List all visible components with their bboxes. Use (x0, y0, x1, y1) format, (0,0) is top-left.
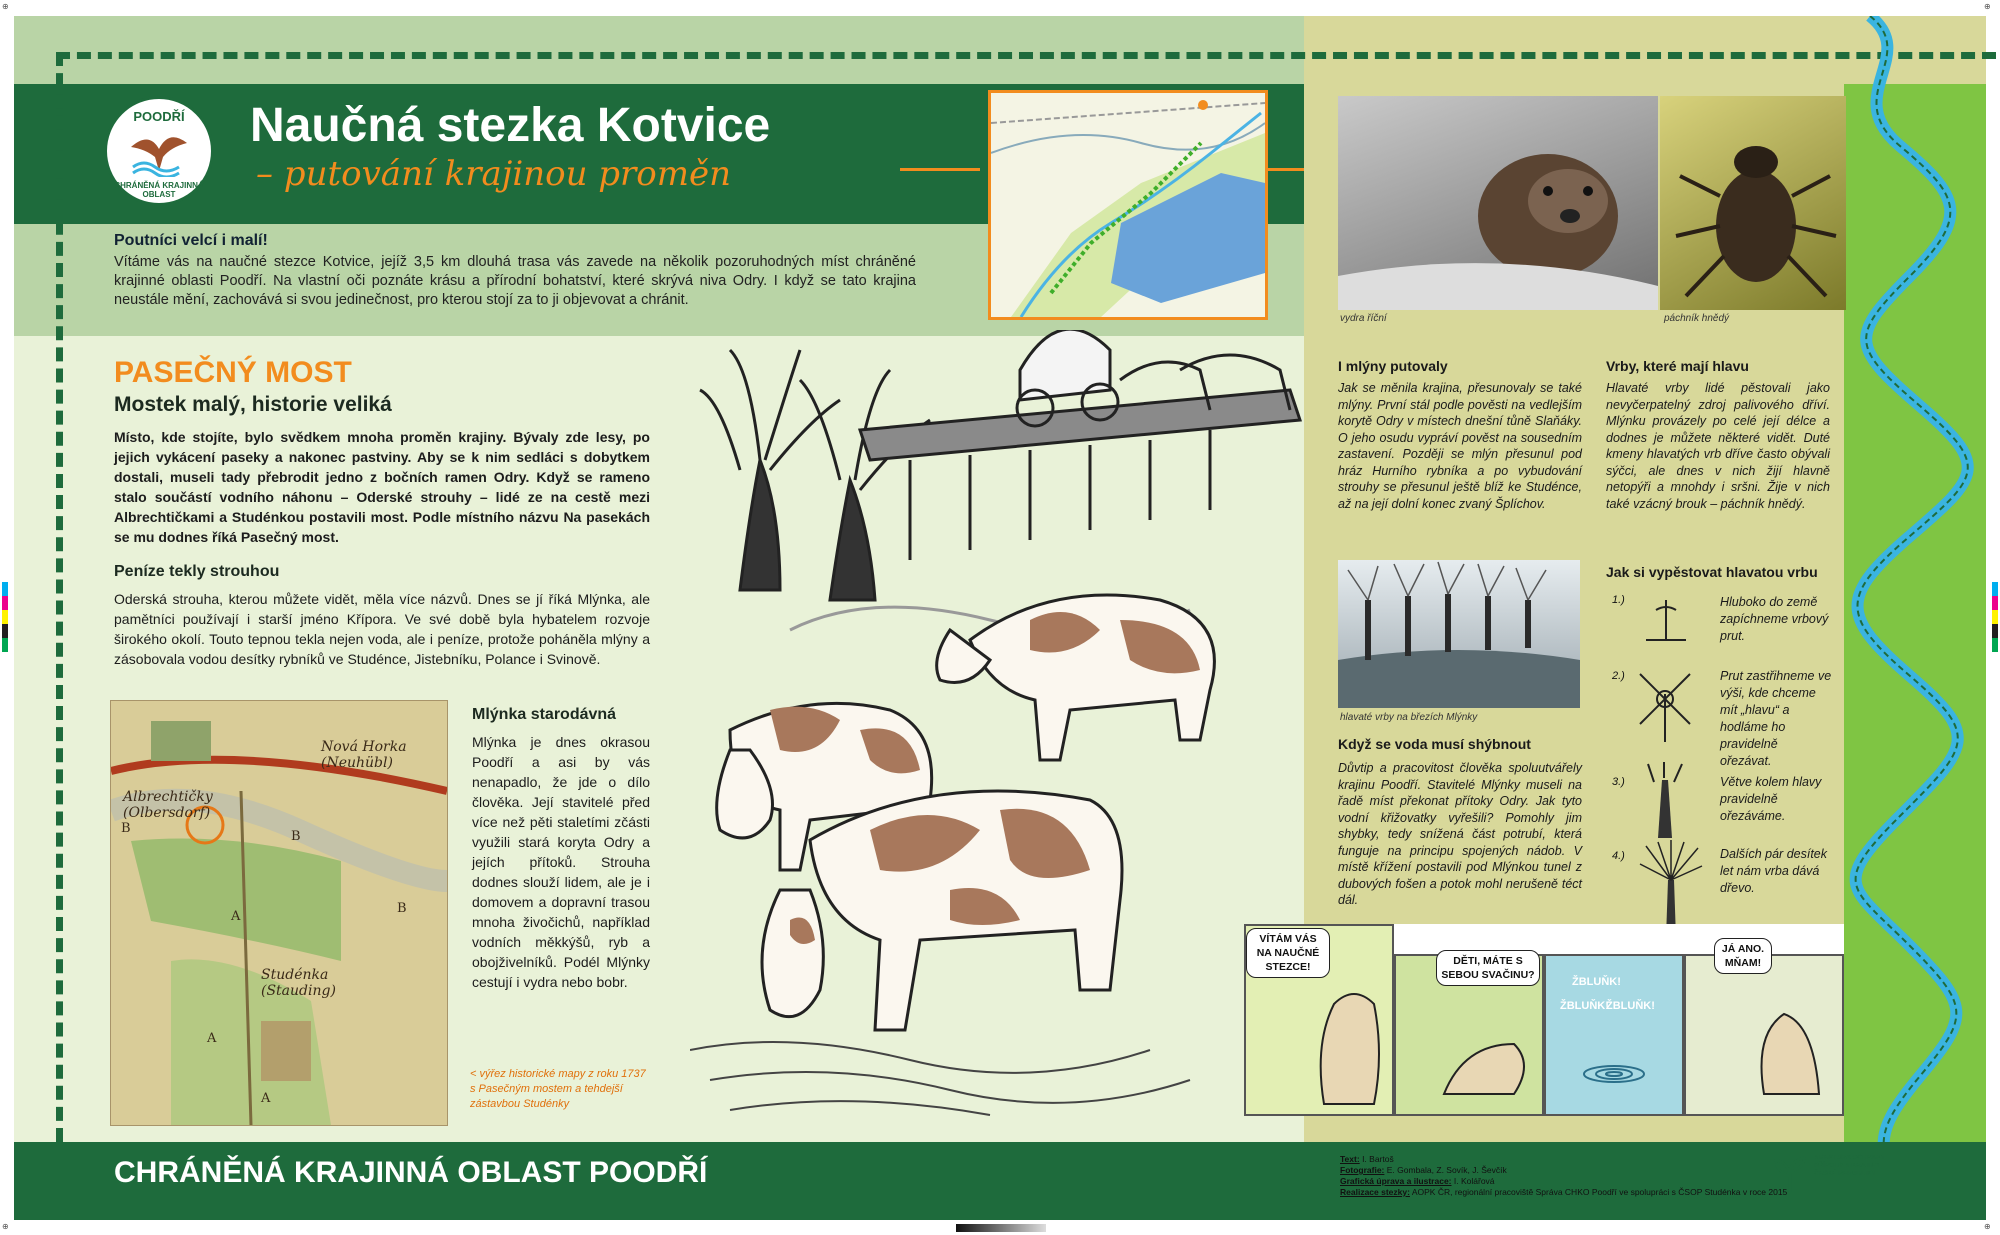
beetle-illustration (1660, 96, 1846, 310)
intro-text: Vítáme vás na naučné stezce Kotvice, jejíž 3,5 km dlouhá trasa vás zavede na několik pozoruhodných míst chráněné krajinné oblasti Poodří. Na vlastní oči poznáte krásu a přírodní bohatství, které skrývá niva Odry. I když se tato krajina neustále mění, zachovává si svou jedinečnost, pro kterou stojí za to ji objevovat a chránit. (114, 254, 916, 308)
comic-bubble-1: VÍTÁM VÁS NA NAUČNÉ STEZCE! (1246, 928, 1330, 978)
logo-top-text: POODŘÍ (133, 109, 185, 124)
credit-design-label: Grafická úprava a ilustrace: (1340, 1176, 1452, 1186)
river-illustration (1830, 16, 2000, 1220)
comic-sound-3: ŽBLUŇK! (1606, 1000, 1655, 1012)
credit-photo-label: Fotografie: (1340, 1165, 1385, 1175)
map-label-b1: B (121, 821, 131, 836)
step-2-text: Prut zastřihneme ve výši, kde chceme mít „hlavu“ a hodláme ho pravidelně ořezávat. (1720, 669, 1832, 768)
comic-strip (1244, 924, 1844, 1116)
map-label-nova-horka: Nová Horka (Neuhübl) (321, 739, 407, 771)
otter-caption: vydra říční (1340, 313, 1387, 324)
aopk-logo (1764, 1148, 1964, 1212)
willows-paragraph: Hlavaté vrby lidé pěstovali jako nevyčerpatelný zdroj palivového dříví. Mlýnku provázely po celé její délce a dodnes je můžete některé vidět. Duté kmeny hlavatých vrb dříve často obývali sýčci, ale dnes v nich žijí hlavně netopýři a mnohdy i sršni. Žije v nich také vzácný brouk – páchník hnědý. (1606, 381, 1830, 511)
otter-photo (1338, 96, 1658, 310)
page-subtitle: – putování krajinou proměn (256, 154, 732, 194)
section-title: PASEČNÝ MOST (114, 356, 352, 389)
money-paragraph: Oderská strouha, kterou můžete vidět, měla více názvů. Dnes se jí říká Mlýnka, ale pamětníci používají i starší jméno Křípora. Ve své době byla hybatelem rozvoje širokého okolí. Touto tepnou tekla nejen voda, ale i peníze, protože poháněla mlýny a zásobovala vodou desítky rybníků ve Studénce, Jistebníku, Polance i Svinově. (114, 591, 650, 667)
step-3-text: Větve kolem hlavy pravidelně ořezáváme. (1720, 775, 1822, 823)
top-band-left (14, 16, 1304, 84)
trimmed-willow-icon (1640, 760, 1690, 840)
willows-caption: hlavaté vrby na březích Mlýnky (1340, 712, 1478, 723)
leaf-icon (1770, 1154, 1810, 1194)
map-label-a1: A (231, 909, 241, 924)
credit-text-label: Text: (1340, 1154, 1360, 1164)
subtitle-rule (900, 168, 980, 171)
lead-paragraph: Místo, kde stojíte, bylo svědkem mnoha proměn krajiny. Bývaly zde lesy, po jejich vykácení paseky a nakonec pastviny. Aby se k nim sedláci s dobytkem dostali, museli tady přebrodit jedno z bočních ramen Odry. Když se rameno stalo součástí vodního náhonu – Oderské strouhy – lidé ze na cestě mezi Albrechtičkami a Studénkou postavili most. Podle místního názvu Na pasekách se mu dodnes říká Pasečný most. (114, 429, 650, 545)
historic-map (110, 700, 448, 1126)
siphon-heading: Když se voda musí shýbnout (1338, 736, 1531, 752)
trail-map (988, 90, 1268, 320)
cutting-icon (1630, 664, 1700, 744)
map-caption: < výřez historické mapy z roku 1737 s Pasečným mostem a tehdejší zástavbou Studénky (470, 1068, 646, 1110)
otter-illustration (1338, 96, 1658, 310)
mills-paragraph: Jak se měnila krajina, přesunovaly se také mlýny. První stál podle pověsti na vedlejším korytě Odry v místech dnešní tůně Slaňáky. O jeho osudu vypráví pověst na sousedním zastavení. Později se mlýn přesunul pod hráz Hurního rybníka a po vybudování strouhy se přesunul ještě blíž ke Studénce, až na její dolní konec zvaný Šplíchov. (1338, 381, 1582, 511)
map-label-b2: B (291, 829, 301, 844)
dashed-border-left (56, 52, 63, 1142)
mlynka-paragraph: Mlýnka je dnes okrasou Poodří a asi by vás nenapadlo, že jde o dílo člověka. Její stavitelé před více než pěti staletími zčásti využili stará koryta Odry a jejích přítoků. Strouha dodnes slouží lidem, ale je i domovem a dopravní trasou mnoha živočichů, například vodních měkkýšů, ryb a obojživelníků. Podél Mlýnky cestují i vydra nebo bobr. (472, 734, 650, 990)
dashed-border-top (56, 52, 1996, 59)
step-4-text: Dalších pár desítek let nám vrba dává dřevo. (1720, 847, 1827, 895)
willows-illustration (1338, 560, 1580, 708)
credit-realization: AOPK ČR, regionální pracoviště Správa CHKO Poodří ve spolupráci s ČSOP Studénka v roce 2015 (1411, 1187, 1788, 1197)
chko-poodri-logo (104, 96, 214, 206)
credit-text: I. Bartoš (1362, 1154, 1394, 1164)
gray-scale-bar (956, 1224, 1046, 1232)
section-subtitle: Mostek malý, historie veliká (114, 393, 392, 416)
registration-mark-bl: ⊕ (2, 1222, 9, 1231)
map-label-a3: A (261, 1091, 271, 1106)
intro-heading: Poutníci velcí i malí! (114, 232, 268, 249)
grow-willow-heading: Jak si vypěstovat hlavatou vrbu (1606, 564, 1818, 580)
bird-icon (129, 127, 189, 177)
comic-sound-1: ŽBLUŇK! (1572, 976, 1621, 988)
step-1-text: Hluboko do země zapíchneme vrbový prut. (1720, 595, 1829, 643)
bridge-and-cows-illustration (690, 330, 1310, 1120)
step-2-number: 2.) (1612, 670, 1625, 682)
step-4-number: 4.) (1612, 850, 1625, 862)
registration-mark-tl: ⊕ (2, 2, 9, 11)
page-title: Naučná stezka Kotvice (250, 99, 771, 152)
step-3-number: 3.) (1612, 776, 1625, 788)
footer-title: CHRÁNĚNÁ KRAJINNÁ OBLAST POODŘÍ (114, 1156, 708, 1189)
credit-photo: E. Gombala, Z. Sovík, J. Ševčík (1386, 1165, 1507, 1175)
comic-bubble-2: DĚTI, MÁTE S SEBOU SVAČINU? (1436, 950, 1540, 986)
map-label-albrechticky: Albrechtičky (Olbersdorf) (123, 789, 213, 821)
step-1-number: 1.) (1612, 594, 1625, 606)
trail-map-graphic (991, 93, 1265, 317)
comic-bubble-3: JÁ ANO. MŇAM! (1714, 938, 1772, 974)
registration-mark-tr: ⊕ (1984, 2, 1991, 11)
agency-name: AGENTURA OCHRANY PŘÍRODY A KRAJINY ČESKÉ REPUBLIKY (1814, 1154, 1886, 1177)
credit-design: I. Kolářová (1453, 1176, 1495, 1186)
comic-sound-2: ŽBLUŇK! (1560, 1000, 1609, 1012)
registration-mark-br: ⊕ (1984, 1222, 1991, 1231)
logo-bottom-text: CHRÁNĚNÁ KRAJINNÁ OBLAST (114, 181, 204, 199)
credit-realization-label: Realizace stezky: (1340, 1187, 1410, 1197)
mlynka-heading: Mlýnka starodávná (472, 706, 617, 723)
planting-icon (1636, 590, 1696, 650)
beetle-photo (1660, 96, 1846, 310)
map-label-b3: B (397, 901, 407, 916)
map-label-a2: A (207, 1031, 217, 1046)
beetle-caption: páchník hnědý (1664, 313, 1730, 324)
mills-heading: I mlýny putovaly (1338, 358, 1448, 374)
credits (1340, 1154, 1787, 1198)
map-label-studenka: Studénka (Stauding) (261, 967, 336, 999)
willows-heading: Vrby, které mají hlavu (1606, 358, 1749, 374)
willows-photo (1338, 560, 1580, 708)
siphon-paragraph: Důvtip a pracovitost člověka spoluutvářely krajinu Poodří. Stavitelé Mlýnky museli na řadě míst překonat přítoky Odry. Jak tyto vodní křižovatky vyřešili? Pomohly jim shybky, tedy snížená část potrubí, která funguje na principu spojených nádob. V místě křížení postavili pod Mlýnkou tunel z dubových fošen a potok mohl nerušeně téct dál. (1338, 761, 1582, 907)
cow-illustration-2 (937, 595, 1215, 760)
money-heading: Peníze tekly strouhou (114, 563, 280, 580)
color-bar-left (2, 582, 8, 652)
cow-illustration-3 (762, 791, 1122, 1030)
